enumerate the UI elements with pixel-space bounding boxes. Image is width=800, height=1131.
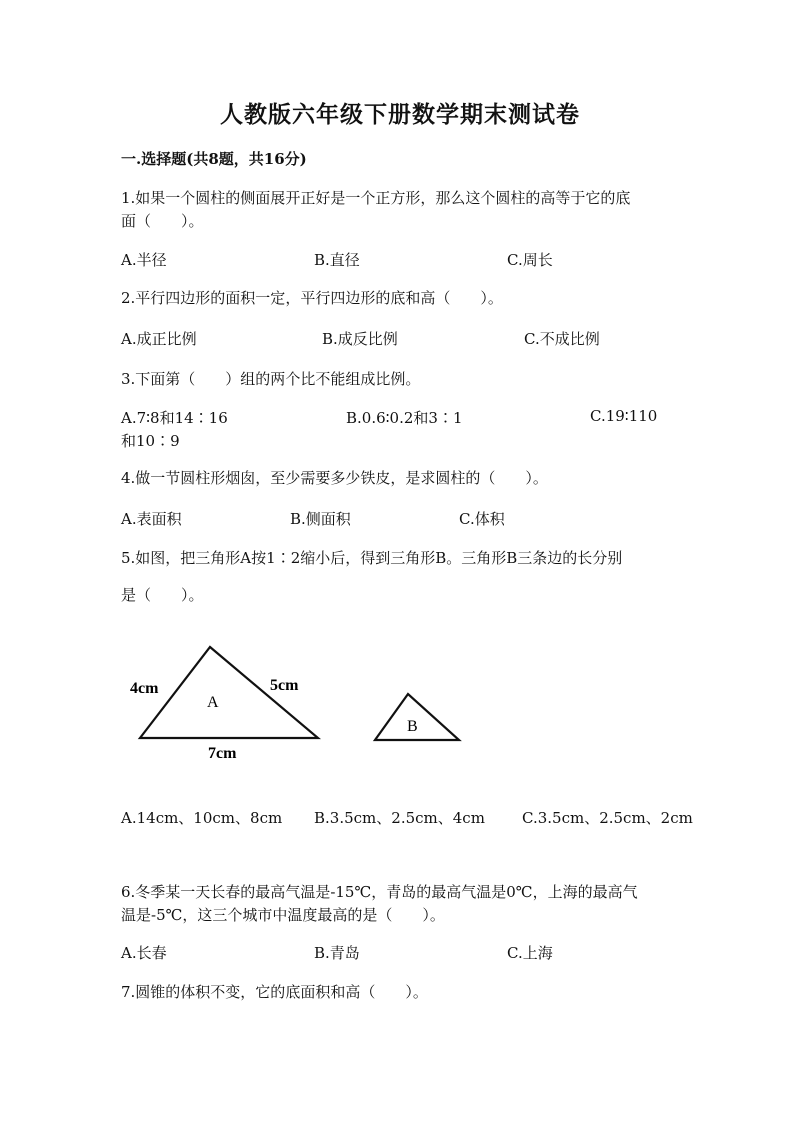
question-6-option-b: B.青岛 (314, 944, 360, 962)
question-2-option-a: A.成正比例 (121, 330, 197, 348)
triangle-b-label: B (407, 718, 418, 735)
question-1-line-2: 面（ ）。 (121, 212, 204, 230)
section-heading: 一.选择题(共8题，共16分) (121, 150, 307, 168)
question-6-line-2: 温是-5℃，这三个城市中温度最高的是（ ）。 (121, 906, 445, 924)
question-6-line-1: 6.冬季某一天长春的最高气温是-15℃，青岛的最高气温是0℃，上海的最高气 (121, 883, 638, 901)
triangles-figure (120, 640, 480, 770)
question-1-option-a: A.半径 (121, 251, 167, 269)
question-2-line-1: 2.平行四边形的面积一定，平行四边形的底和高（ ）。 (121, 289, 503, 307)
question-6-option-a: A.长春 (121, 944, 167, 962)
question-5-line-2: 是（ ）。 (121, 586, 204, 604)
question-3-option-c: C.19∶110 (590, 407, 658, 425)
question-5-line-1: 5.如图，把三角形A按1∶2缩小后，得到三角形B。三角形B三条边的长分别 (121, 549, 623, 567)
question-7-line-1: 7.圆锥的体积不变，它的底面积和高（ ）。 (121, 983, 428, 1001)
question-3-option-a-continued: 和10∶9 (121, 432, 180, 450)
question-1-option-b: B.直径 (314, 251, 360, 269)
question-3-option-b: B.0.6∶0.2和3∶1 (346, 409, 463, 427)
question-4-option-c: C.体积 (459, 510, 505, 528)
triangle-a-side-bottom-label: 7cm (208, 745, 237, 762)
question-2-option-b: B.成反比例 (322, 330, 398, 348)
page-title: 人教版六年级下册数学期末测试卷 (220, 101, 580, 128)
question-5-option-b: B.3.5cm、2.5cm、4cm (314, 809, 485, 827)
question-4-option-a: A.表面积 (121, 510, 182, 528)
question-2-option-c: C.不成比例 (524, 330, 600, 348)
triangle-a-side-right-label: 5cm (270, 677, 299, 694)
question-4-line-1: 4.做一节圆柱形烟囱，至少需要多少铁皮，是求圆柱的（ ）。 (121, 469, 548, 487)
question-5-option-c: C.3.5cm、2.5cm、2cm (522, 809, 693, 827)
question-1-line-1: 1.如果一个圆柱的侧面展开正好是一个正方形，那么这个圆柱的高等于它的底 (121, 189, 631, 207)
triangle-a-side-left-label: 4cm (130, 680, 159, 697)
question-1-option-c: C.周长 (507, 251, 553, 269)
question-6-option-c: C.上海 (507, 944, 553, 962)
question-4-option-b: B.侧面积 (290, 510, 351, 528)
triangle-a-label: A (207, 694, 219, 711)
question-3-option-a: A.7∶8和14∶16 (121, 409, 228, 427)
question-3-line-1: 3.下面第（ ）组的两个比不能组成比例。 (121, 370, 421, 388)
question-5-option-a: A.14cm、10cm、8cm (121, 809, 283, 827)
